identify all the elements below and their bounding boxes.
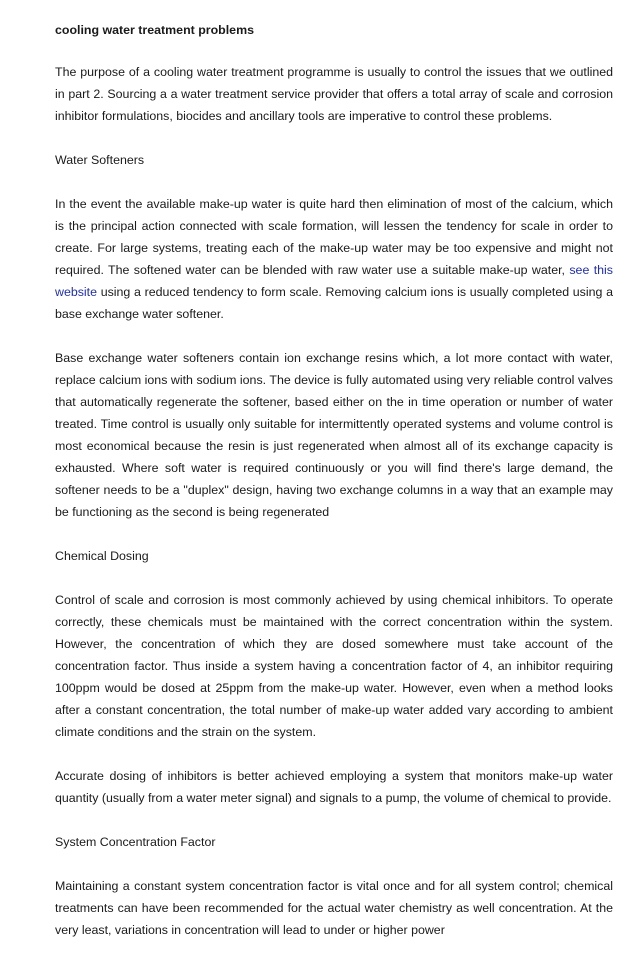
dosing-paragraph: Control of scale and corrosion is most commonly achieved by using chemical inhibitors. To operate correctly, these chemicals must be maintained with the correct concentration within the system. However, the concentration of which they are dosed somewhere must take account of the concentration factor. Thus inside a system having a concentration factor of 4, an inhibitor requiring 100ppm would be dosed at 25ppm from the make-up water. However, even when a method looks after a constant concentration, the total number of make-up water added vary according to ambient climate conditions and the strain on the system.	[55, 593, 613, 739]
intro-paragraph: The purpose of a cooling water treatment programme is usually to control the issues that we outlined in part 2. Sourcing a a water treatment service provider that offers a total array of scale and corrosion inhibitor formulations, biocides and ancillary tools are imperative to control these problems.	[55, 65, 613, 123]
softeners-text-after: using a reduced tendency to form scale. Removing calcium ions is usually completed using a base exchange water softener.	[55, 285, 613, 321]
softeners-paragraph	[55, 193, 613, 325]
section-heading-water-softeners: Water Softeners	[55, 153, 145, 167]
section-heading-chemical-dosing: Chemical Dosing	[55, 549, 149, 563]
softeners-text-before: In the event the available make-up water is quite hard then elimination of most of the calcium, which is the principal action connected with scale formation, will lessen the tendency for scale in order to create. For large systems, treating each of the make-up water may be too expensive and might not required. The softened water can be blended with raw water use a suitable make-up water,	[55, 197, 613, 277]
accurate-dosing-paragraph: Accurate dosing of inhibitors is better achieved employing a system that monitors make-up water quantity (usually from a water meter signal) and signals to a pump, the volume of chemical to provide.	[55, 769, 613, 805]
concentration-paragraph: Maintaining a constant system concentration factor is vital once and for all system control; chemical treatments can have been recommended for the actual water chemistry as well concentration. At the very least, variations in concentration will lead to under or higher power	[55, 879, 613, 937]
see-this-website-link[interactable]: see this website	[55, 263, 613, 299]
page-title: cooling water treatment problems	[55, 23, 254, 37]
base-exchange-paragraph: Base exchange water softeners contain ion exchange resins which, a lot more contact with water, replace calcium ions with sodium ions. The device is fully automated using very reliable control valves that automatically regenerate the softener, based either on the in time operation or number of water treated. Time control is usually only suitable for intermittently operated systems and volume control is most economical because the resin is just regenerated when almost all of its exchange capacity is exhausted. Where soft water is required continuously or you will find there's large demand, the softener needs to be a "duplex" design, having two exchange columns in a way that an example may be functioning as the second is being regenerated	[55, 351, 613, 519]
document-page	[55, 19, 613, 963]
section-heading-concentration-factor: System Concentration Factor	[55, 835, 216, 849]
